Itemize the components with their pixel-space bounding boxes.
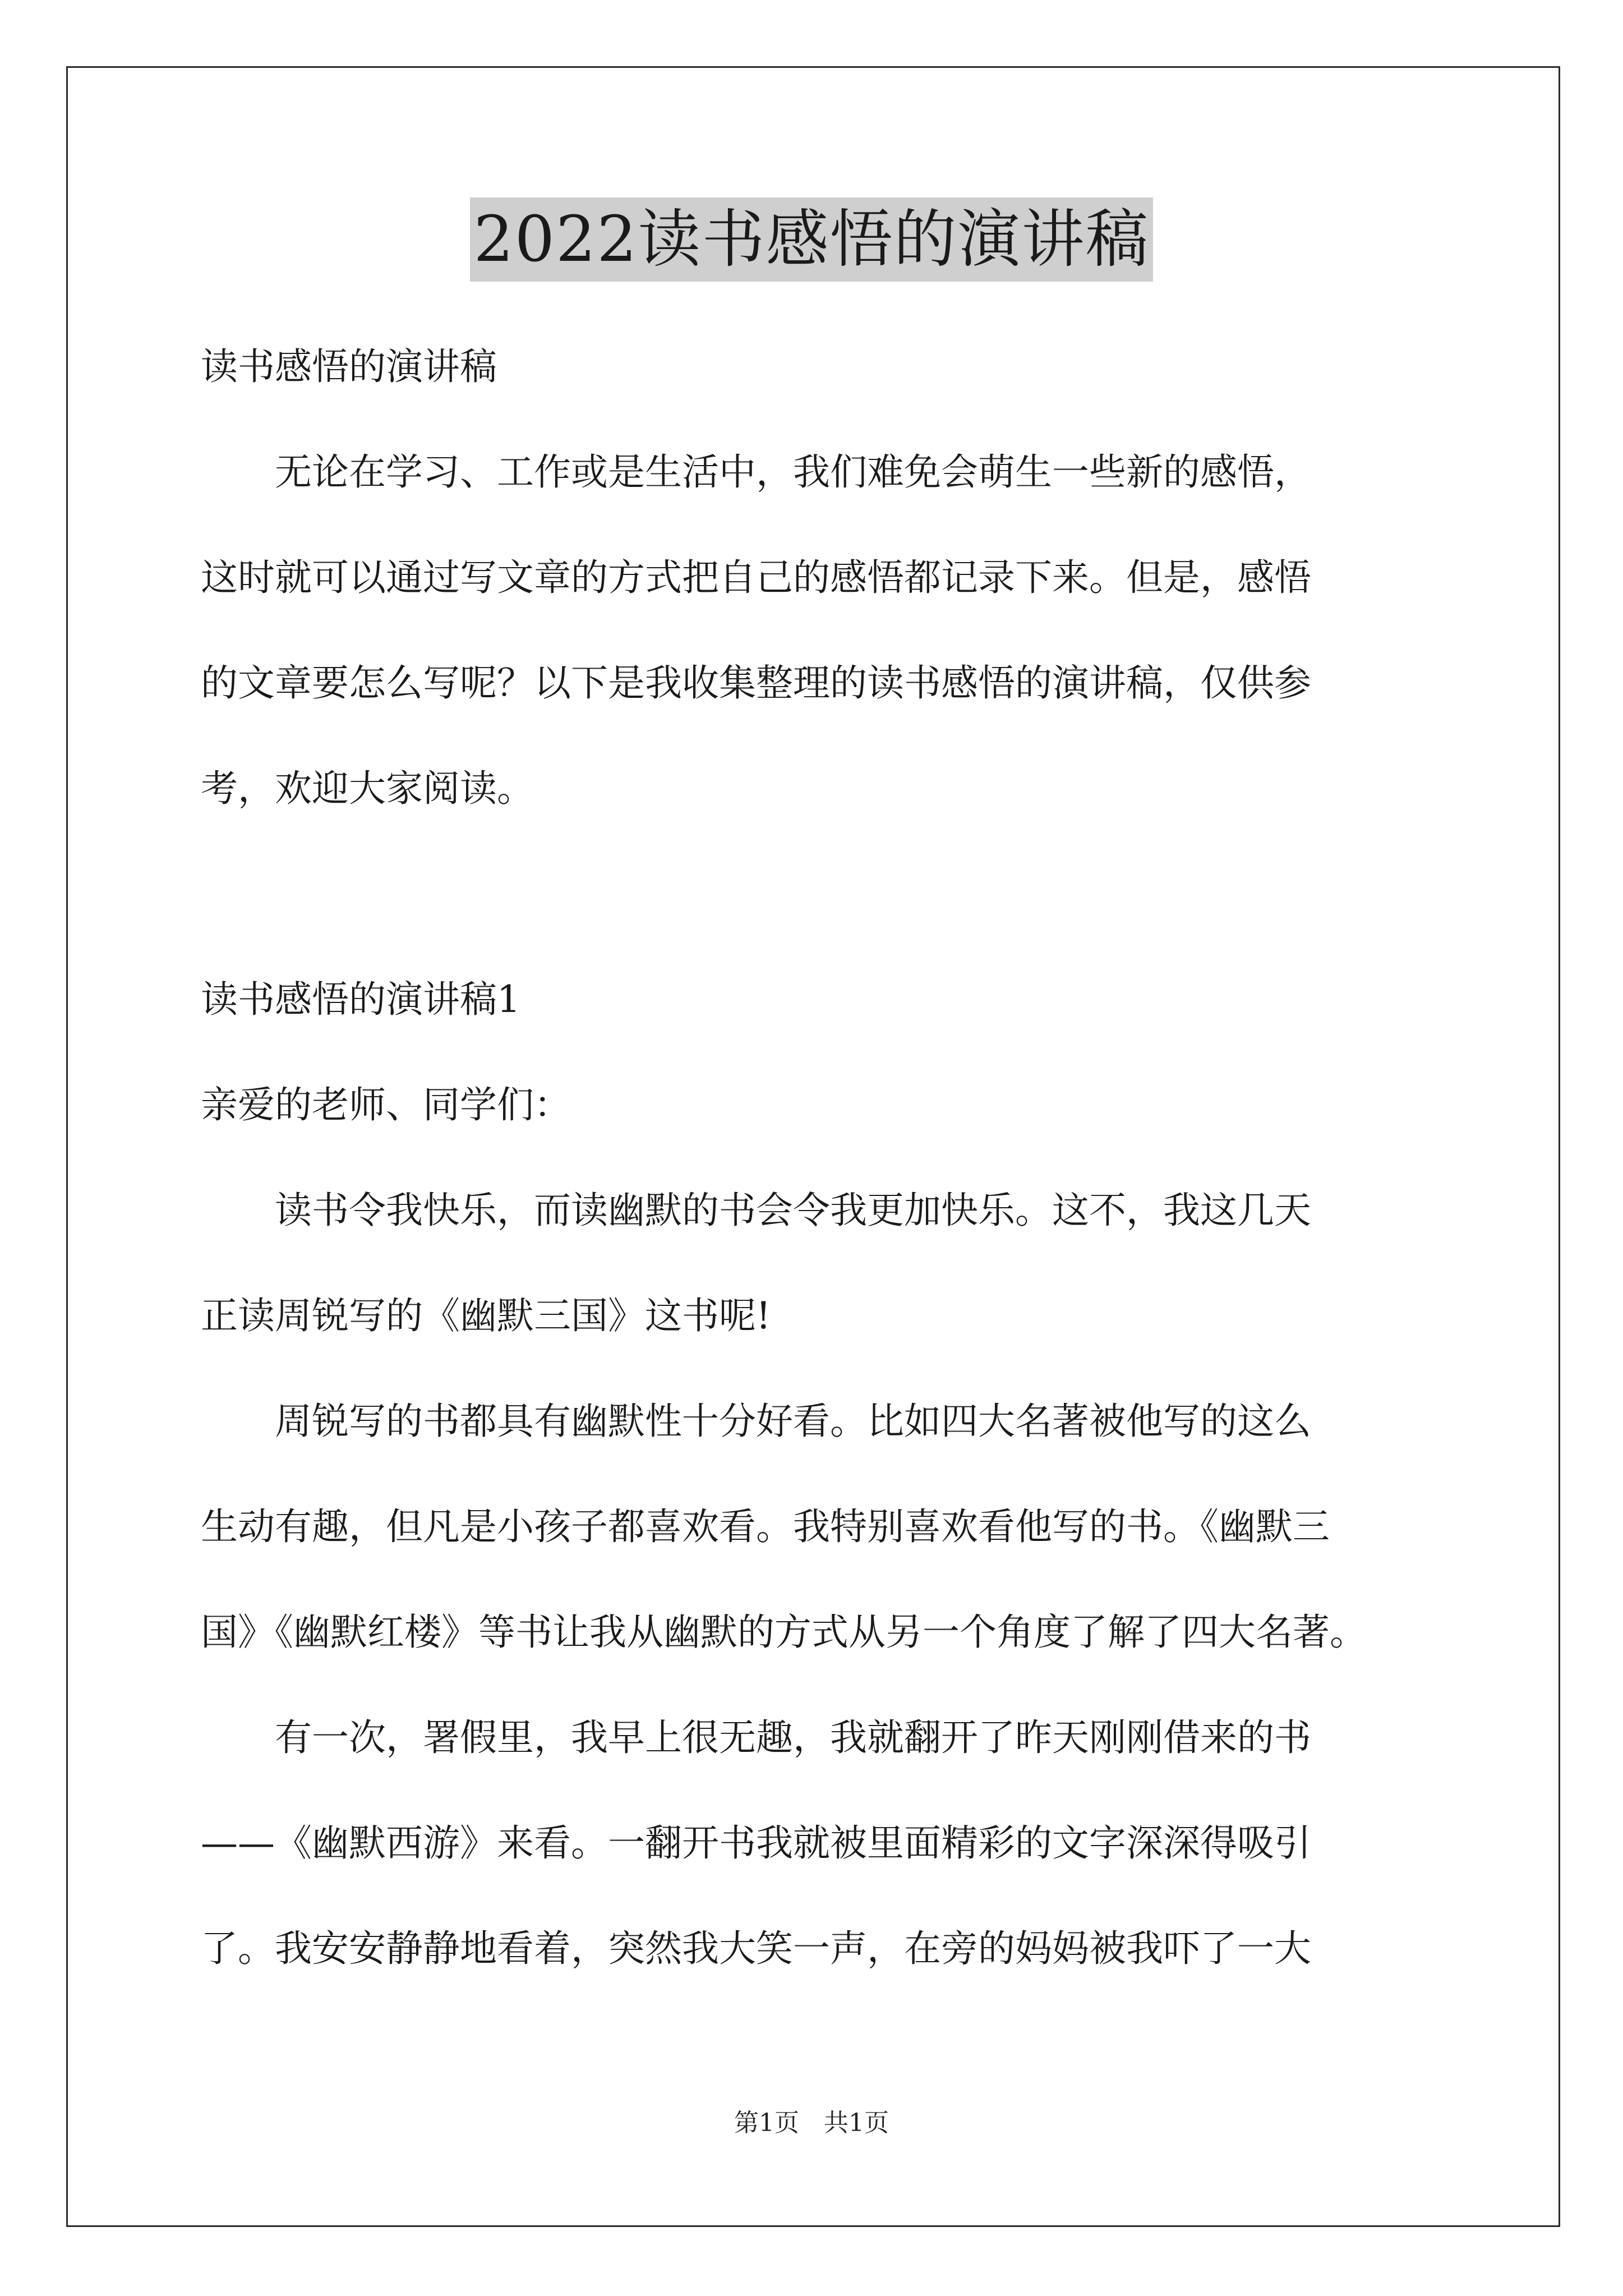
paragraph-line: 了。我安安静静地看着，突然我大笑一声，在旁的妈妈被我吓了一大 xyxy=(201,1927,1311,1970)
paragraph-line: 正读周锐写的《幽默三国》这书呢! xyxy=(201,1294,771,1337)
salutation: 亲爱的老师、同学们： xyxy=(201,1083,571,1126)
section-heading: 读书感悟的演讲稿1 xyxy=(201,978,520,1021)
paragraph-line: 这时就可以通过写文章的方式把自己的感悟都记录下来。但是，感悟 xyxy=(201,556,1311,599)
paragraph-line: 的文章要怎么写呢？以下是我收集整理的读书感悟的演讲稿，仅供参 xyxy=(201,661,1311,705)
paragraph-line: 周锐写的书都具有幽默性十分好看。比如四大名著被他写的这么 xyxy=(201,1400,1311,1443)
section-heading: 读书感悟的演讲稿 xyxy=(201,345,497,388)
paragraph-line: 读书令我快乐，而读幽默的书会令我更加快乐。这不，我这几天 xyxy=(201,1189,1311,1232)
paragraph-line: 有一次，署假里，我早上很无趣，我就翻开了昨天刚刚借来的书 xyxy=(201,1716,1311,1759)
title-container xyxy=(0,197,1623,282)
paragraph-line: 国》《幽默红楼》等书让我从幽默的方式从另一个角度了解了四大名著。 xyxy=(201,1611,1367,1654)
page-footer: 第1页 共1页 xyxy=(734,2109,889,2137)
document-body xyxy=(201,314,1429,2001)
blank-line xyxy=(201,841,1429,947)
paragraph-line: ——《幽默西游》来看。一翻开书我就被里面精彩的文字深深得吸引 xyxy=(201,1821,1311,1865)
paragraph-line: 生动有趣，但凡是小孩子都喜欢看。我特别喜欢看他写的书。《幽默三 xyxy=(201,1505,1330,1548)
paragraph-line: 无论在学习、工作或是生活中，我们难免会萌生一些新的感悟， xyxy=(201,450,1311,494)
paragraph-line: 考，欢迎大家阅读。 xyxy=(201,767,534,810)
document-title[interactable]: 2022读书感悟的演讲稿 xyxy=(470,197,1152,282)
